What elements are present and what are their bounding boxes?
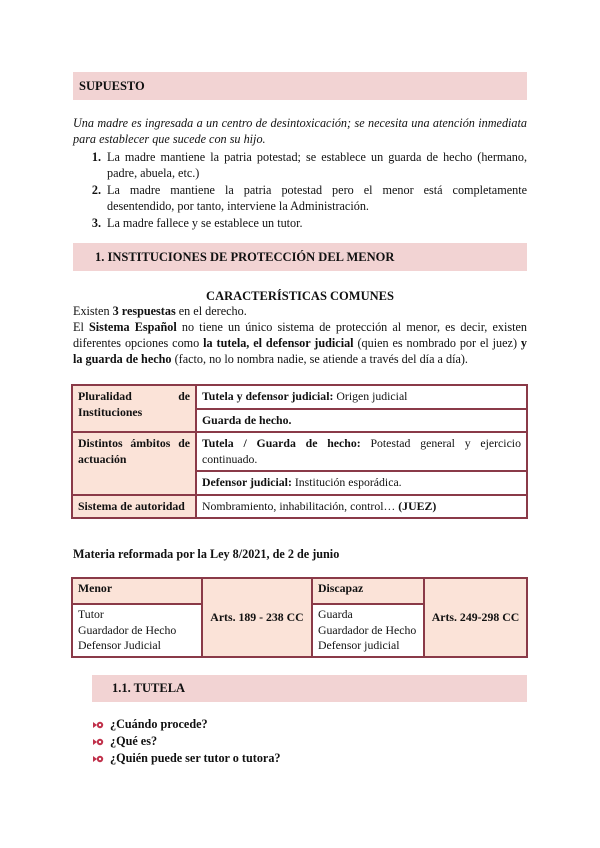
question-text: ¿Qué es? [110,734,158,749]
text-run-bold: Sistema Español [88,320,177,334]
list-number: 1. [91,150,101,164]
cell-tutela-defensor [196,385,527,409]
paragraph-respuestas [73,303,527,319]
list-text: La madre mantiene la patria potestad; se establece un guarda de hecho (hermano, padre, abuela, etc.) [107,150,527,181]
list-item [92,750,281,767]
cell-text: Potestad general y ejercicio continuado. [202,436,521,466]
decorative-bullet-icon [92,737,104,747]
paragraph-sistema-espanol [73,319,527,367]
articles-table [71,577,528,658]
section-header-instituciones [73,243,527,271]
cell-defensor-judicial [196,471,527,495]
decorative-bullet-icon [92,754,104,764]
list-item [73,215,527,231]
table-row [72,495,527,519]
label-ambitos [72,432,196,495]
cell-bold: (JUEZ) [398,498,437,513]
cell-tutela-guarda [196,432,527,471]
section-header-supuesto [73,72,527,100]
list-number: 2. [91,183,101,198]
list-number: 3. [91,216,101,231]
cell-text: Nombramiento, inhabilitación, control… [202,498,399,513]
cell-guarda-hecho [196,409,527,433]
table-row [72,578,527,604]
list-item: Guardador de Hecho [78,622,177,637]
text-run-bold: 3 respuestas [112,304,176,318]
cell-label-text: Distintos ámbitos de actuación [78,436,190,466]
section-header-tutela [92,675,527,702]
list-item: Guardador de Hecho [318,622,417,637]
question-list [92,716,281,767]
cell-bold: Tutela y defensor judicial: [202,389,334,403]
text-run: en el derecho. [175,304,247,318]
text-run: no tiene un único sistema de protección al menor, es decir, existen diferentes opciones como [73,320,527,351]
section1-title: 1. INSTITUCIONES DE PROTECCIÓN DEL MENOR [95,249,395,264]
cell-bold: Guarda de hecho. [202,412,292,427]
cell-discapaz-list [312,604,424,657]
cell-label-text: Sistema de autoridad [78,498,185,513]
cell-bold: Tutela / Guarda de hecho: [202,436,361,451]
table-row [72,432,527,471]
list-text: La madre fallece y se establece un tutor. [107,216,303,231]
cell-text: Origen judicial [333,389,408,403]
arts-menor: Arts. 189 - 238 CC [202,578,312,657]
cell-text: Institución esporádica. [291,475,402,490]
list-item [92,733,281,750]
cell-menor-list [72,604,202,657]
list-item: Guarda [318,607,353,621]
question-text: ¿Cuándo procede? [110,717,208,732]
supuesto-title: SUPUESTO [79,78,145,93]
list-item: Tutor [78,607,104,621]
text-run: El [73,320,89,334]
supuesto-intro: Una madre es ingresada a un centro de desintoxicación; se necesita una atención inmediata para establecer que sucede con su hijo. [73,116,527,147]
decorative-bullet-icon [92,720,104,730]
question-text: ¿Quién puede ser tutor o tutora? [110,751,281,766]
table-row [72,385,527,409]
text-run-bold: y la guarda de hecho [73,336,528,367]
section11-title: 1.1. TUTELA [112,681,186,696]
list-item: Defensor Judicial [78,638,161,653]
text-run-bold: la tutela, el defensor judicial [203,336,354,351]
label-autoridad [72,495,196,519]
cell-label-text: Pluralidad de Instituciones [78,389,190,419]
reform-note: Materia reformada por la Ley 8/2021, de 2 de junio [73,547,340,561]
supuesto-list [73,149,527,232]
arts-discapaz: Arts. 249-298 CC [424,578,527,657]
text-run: (quien es nombrado por el juez) [353,336,521,351]
head-discapaz: Discapaz [312,578,424,604]
cell-nombramiento [196,495,527,519]
list-item [73,149,527,181]
characteristics-table [71,384,528,519]
cell-bold: Defensor judicial: [202,475,292,490]
common-characteristics-title: CARACTERÍSTICAS COMUNES [206,289,394,303]
list-text: La madre mantiene la patria potestad pero el menor está completamente desentendido, por tanto, interviene la Administración. [107,183,527,214]
head-menor: Menor [72,578,202,604]
text-run: Existen [73,304,113,318]
list-item: Defensor judicial [318,638,400,653]
label-pluralidad [72,385,196,432]
list-item [92,716,281,733]
list-item [73,182,527,214]
text-run: (facto, no lo nombra nadie, se atiende a través del día a día). [171,352,468,367]
